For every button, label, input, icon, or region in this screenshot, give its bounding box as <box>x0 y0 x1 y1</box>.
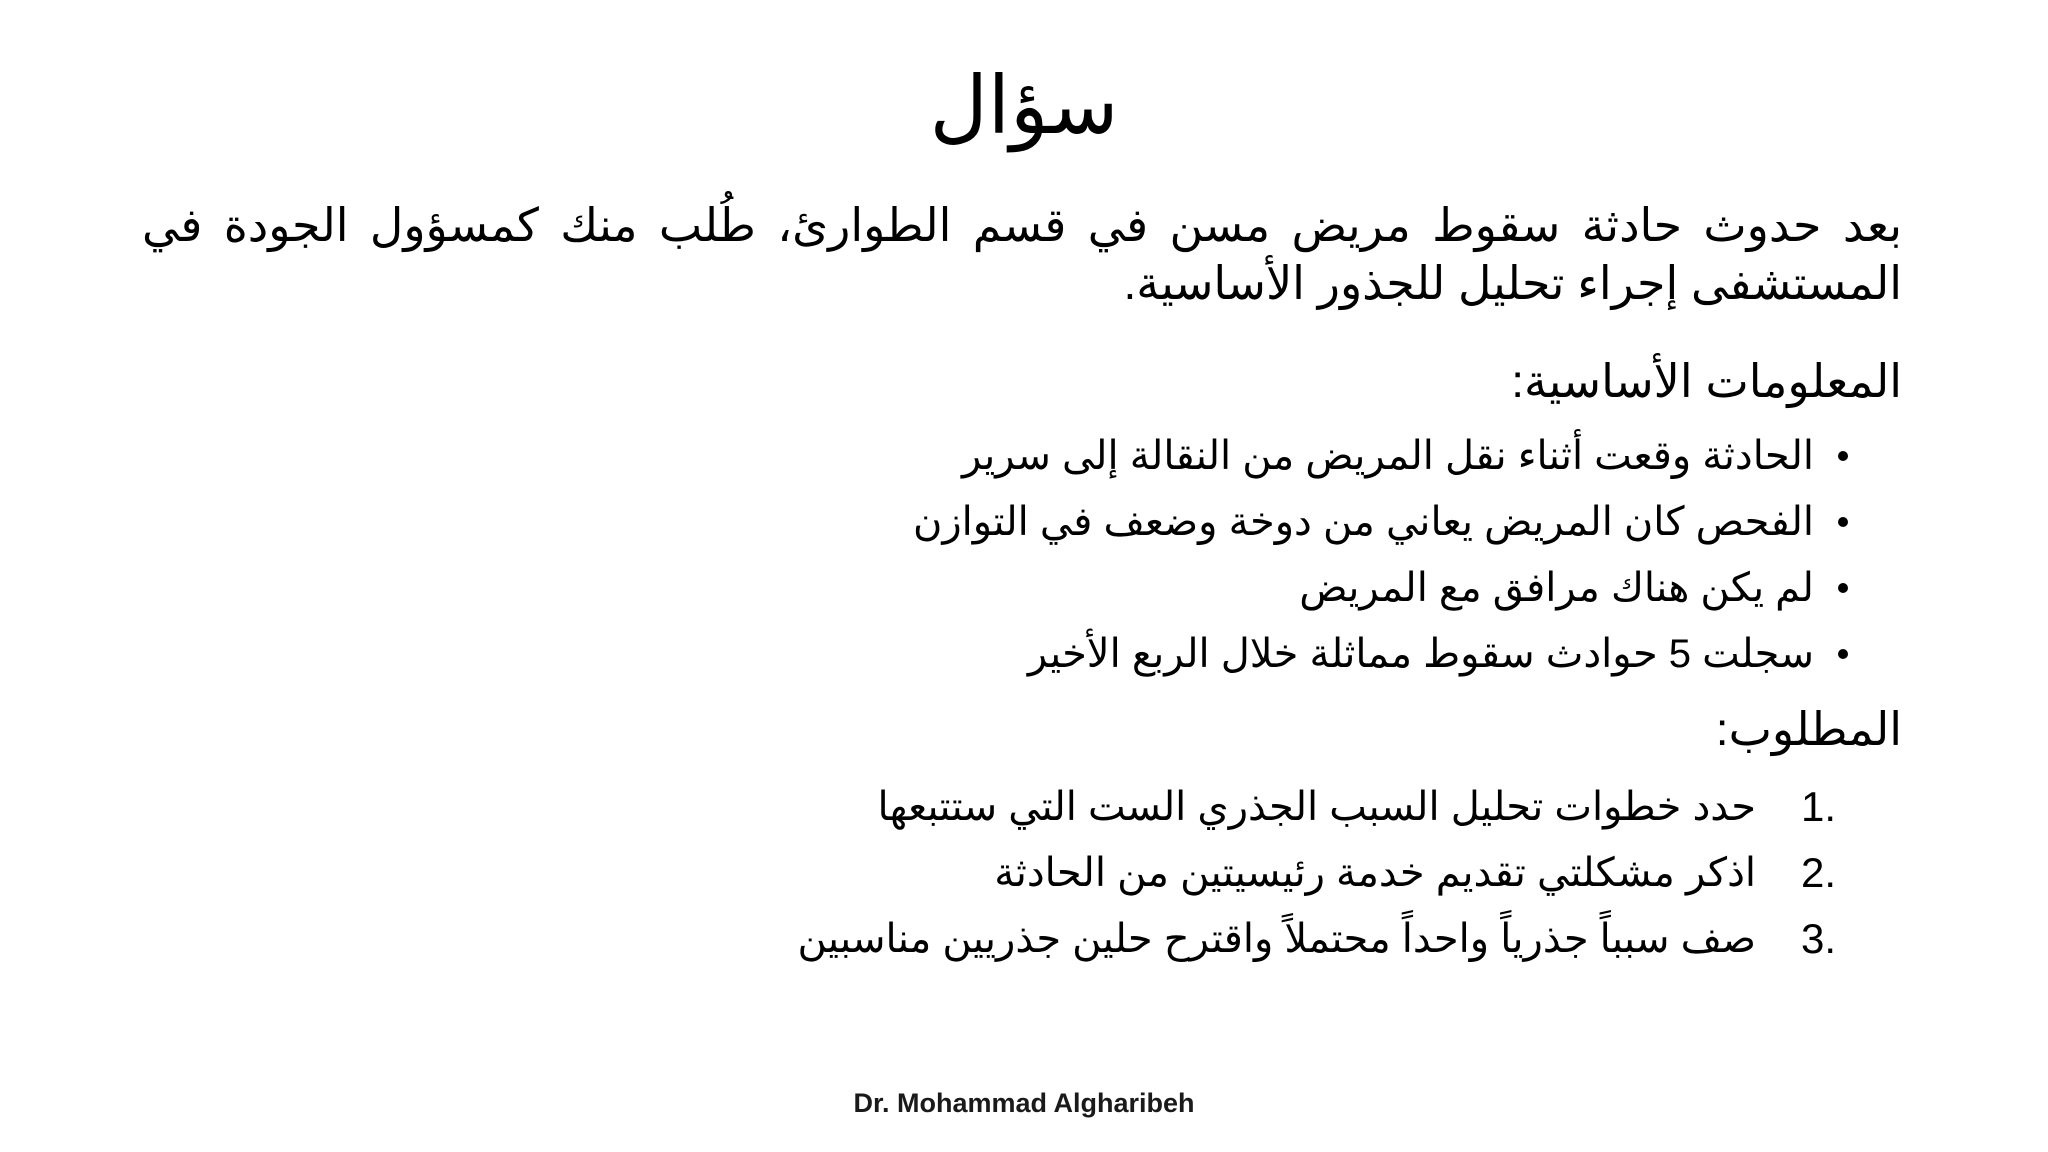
list-item-text: الفحص كان المريض يعاني من دوخة وضعف في التوازن <box>912 500 1814 544</box>
item-number: 3. <box>1800 915 1836 962</box>
list-item <box>913 423 1854 489</box>
numbered-item-text: حدد خطوات تحليل السبب الجذري الست التي ستتبعها <box>877 785 1756 829</box>
bullet-icon <box>1838 451 1848 461</box>
bullet-icon <box>1838 583 1848 593</box>
numbered-item <box>797 906 1836 972</box>
slide-title: سؤال <box>929 61 1119 150</box>
list-item-text: الحادثة وقعت أثناء نقل المريض من النقالة إلى سرير <box>962 434 1814 478</box>
numbered-item-text: اذكر مشكلتي تقديم خدمة رئيسيتين من الحادثة <box>994 851 1756 895</box>
intro-paragraph: بعد حدوث حادثة سقوط مريض مسن في قسم الطوارئ، طُلب منك كمسؤول الجودة في المستشفى إجراء تحليل للجذور الأساسية. <box>142 199 1902 309</box>
info-heading: المعلومات الأساسية: <box>1511 355 1902 407</box>
item-number: 2. <box>1800 849 1836 896</box>
numbered-item <box>797 840 1836 906</box>
item-number: 1. <box>1800 783 1836 830</box>
list-item-text: لم يكن هناك مرافق مع المريض <box>1299 566 1814 610</box>
numbered-item-text: صف سبباً جذرياً واحداً محتملاً واقترح حلين جذريين مناسبين <box>797 917 1756 961</box>
bullet-icon <box>1838 649 1848 659</box>
required-list <box>797 774 1836 972</box>
list-item-text: سجلت 5 حوادث سقوط مماثلة خلال الربع الأخير <box>1027 632 1814 676</box>
list-item <box>913 489 1854 555</box>
info-list <box>913 423 1854 687</box>
list-item <box>913 555 1854 621</box>
numbered-item <box>797 774 1836 840</box>
required-heading: المطلوب: <box>1715 703 1902 755</box>
footer-author: Dr. Mohammad Algharibeh <box>853 1088 1195 1118</box>
list-item <box>913 621 1854 687</box>
bullet-icon <box>1838 517 1848 527</box>
